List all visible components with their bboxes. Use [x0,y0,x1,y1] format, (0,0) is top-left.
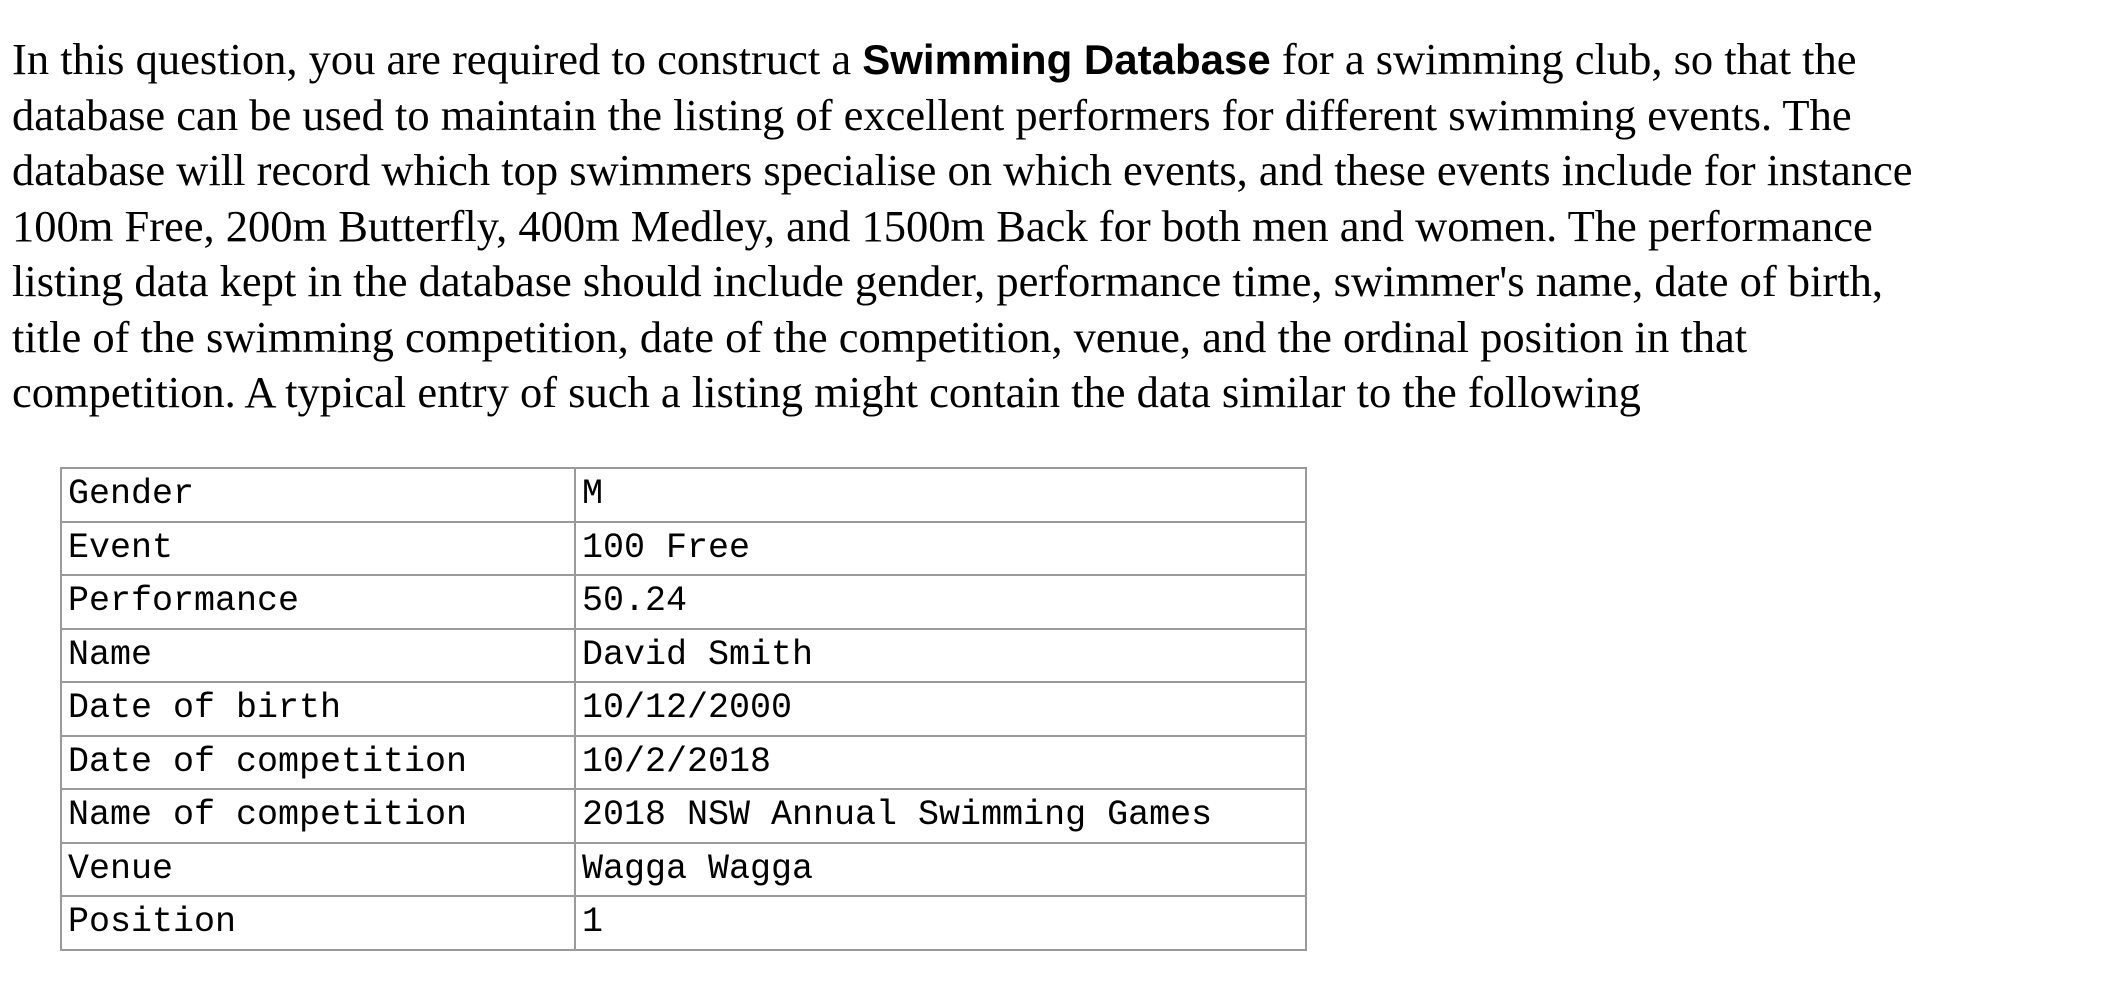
question-line [12,32,2117,88]
field-label: Date of birth [61,682,575,736]
question-line: competition. A typical entry of such a listing might contain the data similar to the following [12,367,1641,417]
field-value: Wagga Wagga [575,843,1306,897]
table-row [61,629,1306,683]
field-label: Name [61,629,575,683]
table-row [61,575,1306,629]
field-label: Date of competition [61,736,575,790]
field-label: Venue [61,843,575,897]
question-line: title of the swimming competition, date of the competition, venue, and the ordinal position in that [12,311,1748,362]
field-label: Performance [61,575,575,629]
table-row [61,843,1306,897]
question-line: 100m Free, 200m Butterfly, 400m Medley, and 1500m Back for both men and women. The performance [12,200,1873,251]
field-label: Name of competition [61,789,575,843]
table-row [61,896,1306,950]
table-row [61,789,1306,843]
field-value: M [575,468,1306,522]
question-line: listing data kept in the database should include gender, performance time, swimmer's name, date of birth, [12,256,1883,306]
field-value: 10/12/2000 [575,682,1306,736]
database-title: Swimming Database [862,36,1271,83]
field-value: 1 [575,896,1306,950]
question-text-after-title: for a swimming club, so that the [1270,34,1857,84]
table-row [61,522,1306,576]
example-listing-table [60,467,1307,951]
field-value: 10/2/2018 [575,736,1306,790]
question-text [12,32,2117,421]
question-line: database will record which top swimmers specialise on which events, and these events include for instance [12,145,1913,195]
field-label: Position [61,896,575,950]
field-value: David Smith [575,629,1306,683]
field-value: 100 Free [575,522,1306,576]
field-value: 2018 NSW Annual Swimming Games [575,789,1306,843]
table-row [61,682,1306,736]
question-text-before-title: In this question, you are required to construct a [12,34,863,84]
table-row [61,736,1306,790]
question-line: database can be used to maintain the listing of excellent performers for different swimming events. The [12,89,1852,140]
field-label: Gender [61,468,575,522]
field-label: Event [61,522,575,576]
field-value: 50.24 [575,575,1306,629]
table-row [61,468,1306,522]
